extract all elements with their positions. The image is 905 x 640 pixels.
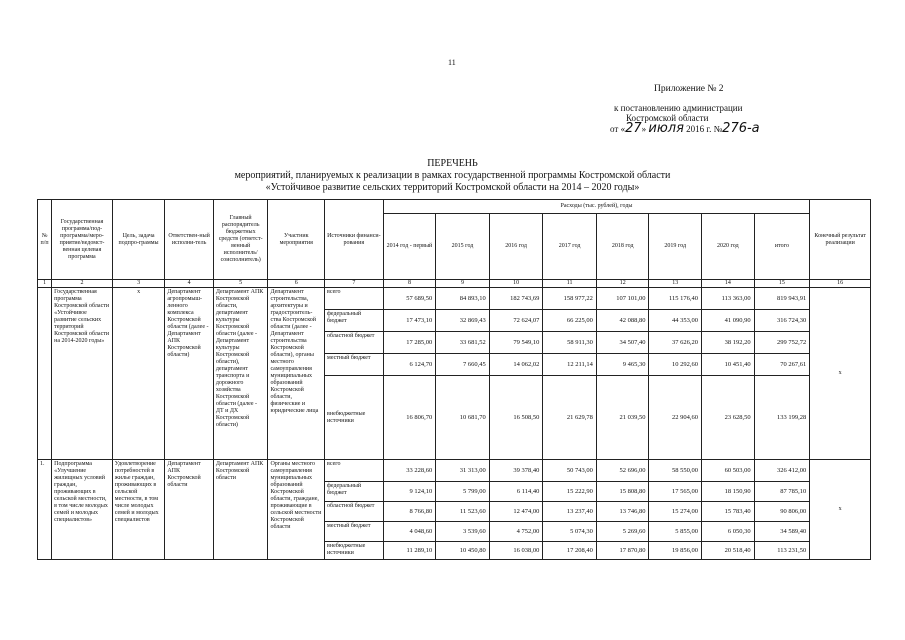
value-cell: 5 074,30 (543, 522, 597, 542)
value-cell: 10 292,60 (649, 354, 702, 376)
appendix-line-3: Костромской области (626, 113, 709, 123)
decree-number: 276-а (722, 121, 760, 136)
header-total: итого (754, 214, 810, 280)
main-manager-cell: Департамент АПК Костромской области, департамент культуры Костромской области (далее - Департамент культуры Костромской области), департамент транспорта и дорожного хозяйства Костромской области (далее - ДТ и ДХ Костромской области) (213, 288, 268, 460)
page-number: 11 (448, 58, 456, 67)
col-index: 8 (383, 280, 436, 288)
header-year-2020: 2020 год (702, 214, 755, 280)
source-cell: областной бюджет (325, 332, 384, 354)
value-cell: 41 090,90 (702, 310, 755, 332)
value-cell: 15 783,40 (702, 502, 755, 522)
value-cell: 5 799,00 (436, 482, 490, 502)
value-cell: 16 806,70 (383, 376, 436, 460)
header-goal: Цель, задача подпро-граммы (112, 200, 165, 280)
col-index: 11 (543, 280, 597, 288)
value-cell: 182 743,69 (489, 288, 543, 310)
header-year-2015: 2015 год (436, 214, 490, 280)
header-year-2019: 2019 год (649, 214, 702, 280)
value-cell: 15 274,00 (649, 502, 702, 522)
value-cell: 42 088,80 (596, 310, 649, 332)
value-cell: 90 806,00 (754, 502, 810, 522)
value-cell: 34 589,40 (754, 522, 810, 542)
value-cell: 37 626,20 (649, 332, 702, 354)
header-result: Конечный результат реализации (810, 200, 871, 280)
value-cell: 107 101,00 (596, 288, 649, 310)
header-main-manager: Главный распорядитель бюджетных средств (ответст-венный исполнитель/соисполнитель) (213, 200, 268, 280)
source-cell: федеральный бюджет (325, 482, 384, 502)
col-index: 4 (165, 280, 214, 288)
value-cell: 18 150,90 (702, 482, 755, 502)
date-mid: » (641, 124, 647, 134)
value-cell: 10 681,70 (436, 376, 490, 460)
value-cell: 16 508,50 (489, 376, 543, 460)
value-cell: 70 267,61 (754, 354, 810, 376)
table-row (38, 460, 871, 482)
col-index: 9 (436, 280, 490, 288)
col-index: 6 (268, 280, 325, 288)
value-cell: 9 124,10 (383, 482, 436, 502)
value-cell: 113 231,50 (754, 542, 810, 560)
main-manager-cell: Департамент АПК Костромской области (213, 460, 268, 560)
value-cell: 5 855,00 (649, 522, 702, 542)
value-cell: 33 681,52 (436, 332, 490, 354)
col-index: 1 (38, 280, 52, 288)
source-cell: внебюджетные источники (325, 542, 384, 560)
responsible-cell: Департамент АПК Костромской области (165, 460, 214, 560)
value-cell: 52 696,00 (596, 460, 649, 482)
value-cell: 113 363,00 (702, 288, 755, 310)
value-cell: 5 269,60 (596, 522, 649, 542)
value-cell: 22 904,60 (649, 376, 702, 460)
document-subtitle: мероприятий, планируемых к реализации в рамках государственной программы Костромской области (234, 170, 671, 181)
value-cell: 17 285,00 (383, 332, 436, 354)
value-cell: 9 465,30 (596, 354, 649, 376)
value-cell: 20 518,40 (702, 542, 755, 560)
header-year-2018: 2018 год (596, 214, 649, 280)
row-num: 1. (38, 460, 52, 560)
header-responsible: Ответствен-ный исполни-тель (165, 200, 214, 280)
value-cell: 31 313,00 (436, 460, 490, 482)
value-cell: 50 743,00 (543, 460, 597, 482)
appendix-date-line (610, 121, 760, 136)
value-cell: 11 289,10 (383, 542, 436, 560)
result-cell: х (810, 460, 871, 560)
value-cell: 38 192,20 (702, 332, 755, 354)
value-cell: 17 870,80 (596, 542, 649, 560)
value-cell: 6 114,40 (489, 482, 543, 502)
header-num: № п/п (38, 200, 52, 280)
value-cell: 11 523,60 (436, 502, 490, 522)
value-cell: 3 539,60 (436, 522, 490, 542)
value-cell: 326 412,00 (754, 460, 810, 482)
header-expenses: Расходы (тыс. рублей), годы (383, 200, 810, 214)
program-cell: Государственная программа Костромской области «Устойчивое развитие сельских территорий Костромской области на 2014-2020 годы» (52, 288, 113, 460)
appendix-line-2: к постановлению администрации (614, 103, 743, 113)
value-cell: 33 228,60 (383, 460, 436, 482)
header-participant: Участник мероприятия (268, 200, 325, 280)
value-cell: 10 451,40 (702, 354, 755, 376)
value-cell: 60 503,00 (702, 460, 755, 482)
source-cell: всего (325, 288, 384, 310)
source-cell: внебюджетные источники (325, 376, 384, 460)
value-cell: 58 550,00 (649, 460, 702, 482)
value-cell: 34 507,40 (596, 332, 649, 354)
source-cell: областной бюджет (325, 502, 384, 522)
header-year-2014: 2014 год - первый (383, 214, 436, 280)
value-cell: 10 450,80 (436, 542, 490, 560)
source-cell: местный бюджет (325, 522, 384, 542)
program-name: «Устойчивое развитие сельских территорий Костромской области на 2014 – 2020 годы» (265, 182, 640, 193)
date-month: июля (648, 121, 684, 136)
value-cell: 58 911,30 (543, 332, 597, 354)
header-year-2016: 2016 год (489, 214, 543, 280)
value-cell: 13 237,40 (543, 502, 597, 522)
value-cell: 316 724,30 (754, 310, 810, 332)
col-index: 12 (596, 280, 649, 288)
value-cell: 6 124,70 (383, 354, 436, 376)
value-cell: 8 766,80 (383, 502, 436, 522)
value-cell: 21 629,78 (543, 376, 597, 460)
source-cell: местный бюджет (325, 354, 384, 376)
value-cell: 7 660,45 (436, 354, 490, 376)
col-index: 2 (52, 280, 113, 288)
value-cell: 158 977,22 (543, 288, 597, 310)
value-cell: 72 624,07 (489, 310, 543, 332)
result-cell: х (810, 288, 871, 460)
col-index: 16 (810, 280, 871, 288)
goal-cell: х (112, 288, 165, 460)
value-cell: 17 565,00 (649, 482, 702, 502)
header-program: Государственная программа/под-программа/меро-приятие/ведомст-венная целевая программа (52, 200, 113, 280)
value-cell: 15 808,80 (596, 482, 649, 502)
value-cell: 84 893,10 (436, 288, 490, 310)
document-title: ПЕРЕЧЕНЬ (427, 158, 478, 169)
value-cell: 57 689,50 (383, 288, 436, 310)
value-cell: 21 039,50 (596, 376, 649, 460)
col-index: 3 (112, 280, 165, 288)
date-day: 27 (625, 121, 642, 136)
value-cell: 23 628,50 (702, 376, 755, 460)
col-index: 15 (754, 280, 810, 288)
program-cell: Подпрограмма «Улучшение жилищных условий граждан, проживающих в сельской местности, в том числе молодых семей и молодых специалистов» (52, 460, 113, 560)
source-cell: всего (325, 460, 384, 482)
value-cell: 79 549,10 (489, 332, 543, 354)
column-index-row (38, 280, 871, 288)
date-year: 2016 г. № (686, 124, 723, 134)
value-cell: 12 211,14 (543, 354, 597, 376)
expenses-table (37, 199, 871, 560)
value-cell: 15 222,90 (543, 482, 597, 502)
value-cell: 133 199,28 (754, 376, 810, 460)
value-cell: 115 176,40 (649, 288, 702, 310)
col-index: 13 (649, 280, 702, 288)
value-cell: 44 353,00 (649, 310, 702, 332)
col-index: 5 (213, 280, 268, 288)
value-cell: 4 752,00 (489, 522, 543, 542)
value-cell: 17 208,40 (543, 542, 597, 560)
participant-cell: Департамент строительства, архитектуры и градостроитель-ства Костромской области (далее - Департамент строительства Костромской области), органы местного самоуправления муниципальных образований Костромской области, физические и юридические лица (268, 288, 325, 460)
value-cell: 19 856,00 (649, 542, 702, 560)
col-index: 7 (325, 280, 384, 288)
table-row (38, 288, 871, 310)
row-num (38, 288, 52, 460)
goal-cell: Удовлетворение потребностей в жилье граждан, проживающих в сельской местности, в том числе молодых семей и молодых специалистов (112, 460, 165, 560)
col-index: 10 (489, 280, 543, 288)
appendix-title: Приложение № 2 (654, 84, 724, 94)
value-cell: 299 752,72 (754, 332, 810, 354)
value-cell: 12 474,00 (489, 502, 543, 522)
header-sources: Источники финанси-рования (325, 200, 384, 280)
value-cell: 13 746,80 (596, 502, 649, 522)
responsible-cell: Департамент агропромыш-ленного комплекса Костромской области (далее - Департамент АПК Костромской области) (165, 288, 214, 460)
header-year-2017: 2017 год (543, 214, 597, 280)
value-cell: 17 473,10 (383, 310, 436, 332)
value-cell: 87 785,10 (754, 482, 810, 502)
col-index: 14 (702, 280, 755, 288)
value-cell: 14 062,02 (489, 354, 543, 376)
value-cell: 66 225,00 (543, 310, 597, 332)
value-cell: 16 038,00 (489, 542, 543, 560)
source-cell: федеральный бюджет (325, 310, 384, 332)
date-prefix: от « (610, 124, 626, 134)
value-cell: 4 048,60 (383, 522, 436, 542)
value-cell: 6 050,30 (702, 522, 755, 542)
value-cell: 39 378,40 (489, 460, 543, 482)
value-cell: 819 943,91 (754, 288, 810, 310)
value-cell: 32 869,43 (436, 310, 490, 332)
participant-cell: Органы местного самоуправления муниципальных образований Костромской области, граждане, проживающие в сельской местности Костромской области (268, 460, 325, 560)
